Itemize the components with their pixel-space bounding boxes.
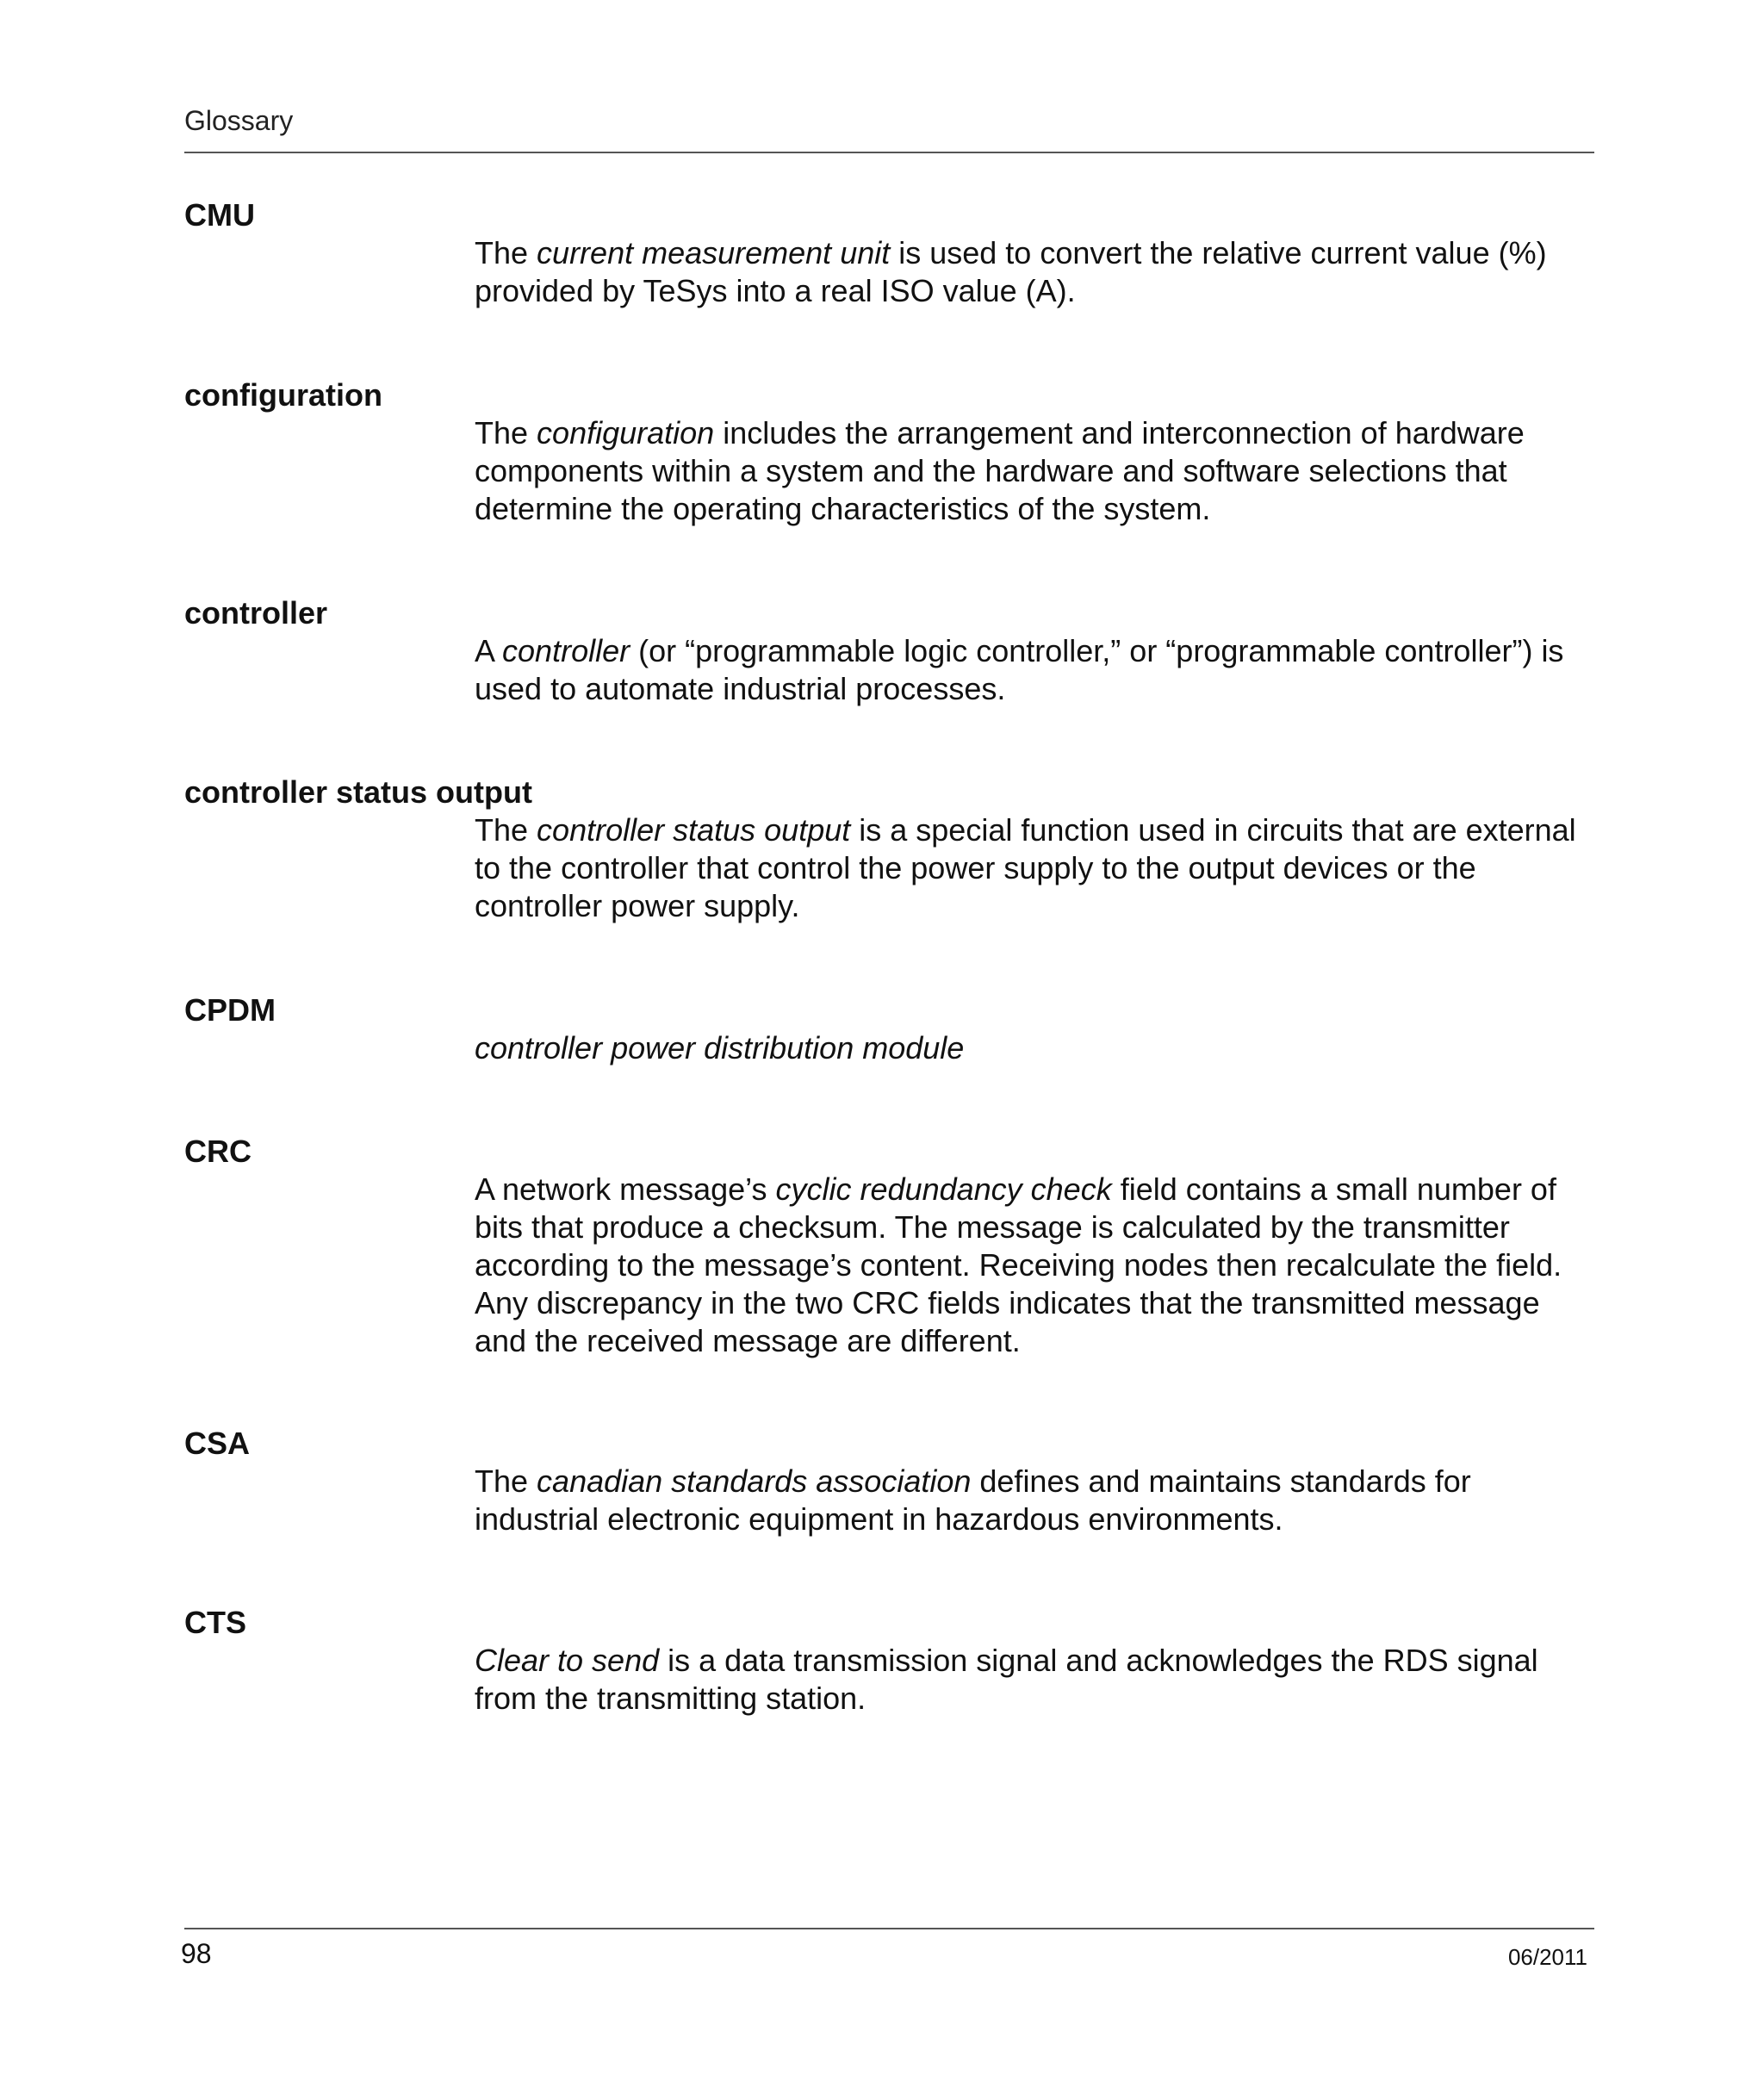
definition-text: The	[475, 235, 537, 270]
definition-italic: configuration	[537, 415, 715, 450]
glossary-definition	[475, 1642, 1594, 1718]
glossary-definition	[475, 234, 1594, 310]
definition-text: A	[475, 633, 503, 668]
definition-text: The	[475, 415, 537, 450]
definition-text: field contains a small number of bits that produce a checksum. The message is calculated by the transmitter according to the message’s content. Receiving nodes then recalculate the field. Any discrepancy in the two CRC fields indicates that the transmitted message and the received message are different.	[475, 1171, 1562, 1358]
glossary-entry	[184, 1133, 1594, 1360]
definition-text: (or “programmable logic controller,” or “programmable controller”) is used to automate industrial processes.	[475, 633, 1564, 706]
publication-date: 06/2011	[1507, 1944, 1587, 1970]
page-number: 98	[181, 1938, 212, 1969]
page-header	[184, 103, 1594, 153]
definition-italic: cyclic redundancy check	[775, 1171, 1112, 1207]
glossary-definition	[475, 1029, 1594, 1067]
glossary-entry	[184, 1604, 1594, 1718]
glossary-definition	[475, 811, 1594, 925]
glossary-term: CTS	[184, 1605, 246, 1640]
definition-italic: controller	[502, 633, 630, 668]
definition-text: A network message’s	[475, 1171, 776, 1207]
glossary-term: controller status output	[184, 774, 532, 810]
glossary-definition	[475, 1171, 1594, 1360]
definition-italic: current measurement unit	[537, 235, 891, 270]
glossary-entry	[184, 1425, 1594, 1538]
glossary-entry	[184, 594, 1594, 708]
definition-italic: controller power distribution module	[475, 1030, 965, 1066]
definition-italic: controller status output	[537, 812, 851, 848]
glossary-term: CSA	[184, 1426, 251, 1461]
glossary-definition	[475, 414, 1594, 528]
glossary-term: configuration	[184, 377, 382, 413]
glossary-term: CPDM	[184, 992, 276, 1028]
definition-italic: canadian standards association	[537, 1463, 972, 1499]
section-title: Glossary	[184, 105, 294, 136]
glossary-entry	[184, 774, 1594, 925]
definition-italic: Clear to send	[475, 1643, 660, 1678]
glossary-definition	[475, 1463, 1594, 1538]
definition-text: is a data transmission signal and acknowledges the RDS signal from the transmitting station.	[475, 1643, 1538, 1716]
glossary-entry	[184, 991, 1594, 1067]
glossary-term: CRC	[184, 1134, 252, 1169]
glossary-term: controller	[184, 595, 328, 631]
definition-text: The	[475, 812, 537, 848]
definition-text: The	[475, 1463, 537, 1499]
glossary-term: CMU	[184, 197, 255, 233]
page-footer	[181, 1928, 1594, 1981]
definition-text: is used to convert the relative current value (%) provided by TeSys into a real ISO value (A).	[475, 235, 1547, 308]
definition-text: is a special function used in circuits that are external to the controller that control the power supply to the output devices or the controller power supply.	[475, 812, 1576, 923]
glossary-definition	[475, 632, 1594, 708]
glossary-entry	[184, 196, 1594, 310]
definition-text: includes the arrangement and interconnection of hardware components within a system and the hardware and software selections that determine the operating characteristics of the system.	[475, 415, 1525, 526]
glossary-entry	[184, 376, 1594, 528]
definition-text: defines and maintains standards for industrial electronic equipment in hazardous environments.	[475, 1463, 1471, 1537]
